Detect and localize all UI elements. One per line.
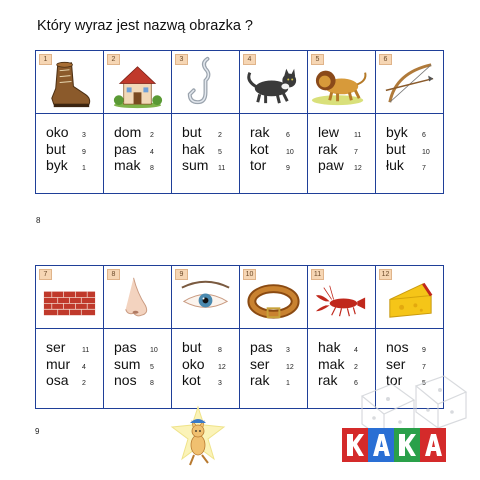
card-5 [308,51,376,193]
cheese-icon [376,266,443,328]
word-option[interactable]: ser 11 [46,339,90,355]
word-option[interactable]: rak 6 [318,372,358,388]
card-number: 10 [243,269,256,280]
picture-word-grid-top [35,50,444,194]
card-number: 3 [175,54,188,65]
lion-icon [308,51,375,113]
word-option[interactable]: rak 6 [250,124,290,140]
word-option[interactable]: pas 10 [114,339,158,355]
word-option[interactable]: mak 8 [114,157,154,173]
word-option[interactable]: pas 3 [250,339,290,355]
page-number: 8 [36,216,41,225]
card-number: 11 [311,269,324,280]
card-3 [172,51,240,193]
card-8 [104,266,172,408]
eye-icon [172,266,239,328]
word-option[interactable]: hak 5 [182,140,222,157]
card-number: 8 [107,269,120,280]
publisher-logo-icon [342,428,446,462]
word-option[interactable]: but 2 [182,124,222,140]
word-list [240,329,307,408]
card-2 [104,51,172,193]
question-heading: Który wyraz jest nazwą obrazka ? [37,18,253,34]
belt-icon [240,266,307,328]
word-option[interactable]: sum 11 [182,157,226,173]
card-number: 1 [39,54,52,65]
brick-wall-icon [36,266,103,328]
word-option[interactable]: oko 12 [182,355,226,372]
card-number: 12 [379,269,392,280]
word-option[interactable]: paw 12 [318,157,362,173]
word-option[interactable]: tor 9 [250,157,290,173]
word-option[interactable]: rak 1 [250,372,290,388]
card-9 [172,266,240,408]
page-number: 9 [35,427,40,436]
word-option[interactable]: oko 3 [46,124,86,140]
word-list [104,114,171,193]
word-option[interactable]: nos 9 [386,339,426,355]
card-1 [36,51,104,193]
word-option[interactable]: hak 4 [318,339,358,355]
card-number: 9 [175,269,188,280]
word-option[interactable]: nos 8 [114,372,154,388]
card-6 [376,51,443,193]
word-list [376,114,443,193]
word-option[interactable]: but 10 [386,140,430,157]
word-option[interactable]: dom 2 [114,124,154,140]
word-option[interactable]: ser 12 [250,355,294,372]
word-option[interactable]: lew 11 [318,124,362,140]
word-option[interactable]: tor 5 [386,372,426,388]
cat-icon [240,51,307,113]
boot-icon [36,51,103,113]
bow-icon [376,51,443,113]
word-option[interactable]: byk 6 [386,124,426,140]
word-option[interactable]: but 9 [46,140,86,157]
word-list [172,114,239,193]
hook-icon [172,51,239,113]
card-7 [36,266,104,408]
word-option[interactable]: osa 2 [46,372,86,388]
card-number: 4 [243,54,256,65]
house-icon [104,51,171,113]
crayfish-icon [308,266,375,328]
card-10 [240,266,308,408]
word-list [36,329,103,408]
word-option[interactable]: kot 3 [182,372,222,388]
card-number: 2 [107,54,120,65]
word-option[interactable]: ser 7 [386,355,426,372]
word-option[interactable]: but 8 [182,339,222,355]
word-list [36,114,103,193]
word-list [308,114,375,193]
card-number: 5 [311,54,324,65]
word-option[interactable]: łuk 7 [386,157,426,173]
word-option[interactable]: byk 1 [46,157,86,173]
card-4 [240,51,308,193]
word-option[interactable]: kot 10 [250,140,294,157]
kangaroo-mascot-icon [170,405,226,473]
word-option[interactable]: sum 5 [114,355,154,372]
nose-icon [104,266,171,328]
word-option[interactable]: rak 7 [318,140,358,157]
card-number: 7 [39,269,52,280]
word-option[interactable]: pas 4 [114,140,154,157]
word-list [104,329,171,408]
word-list [240,114,307,193]
word-option[interactable]: mak 2 [318,355,358,372]
card-number: 6 [379,54,392,65]
word-list [172,329,239,408]
word-option[interactable]: mur 4 [46,355,86,372]
